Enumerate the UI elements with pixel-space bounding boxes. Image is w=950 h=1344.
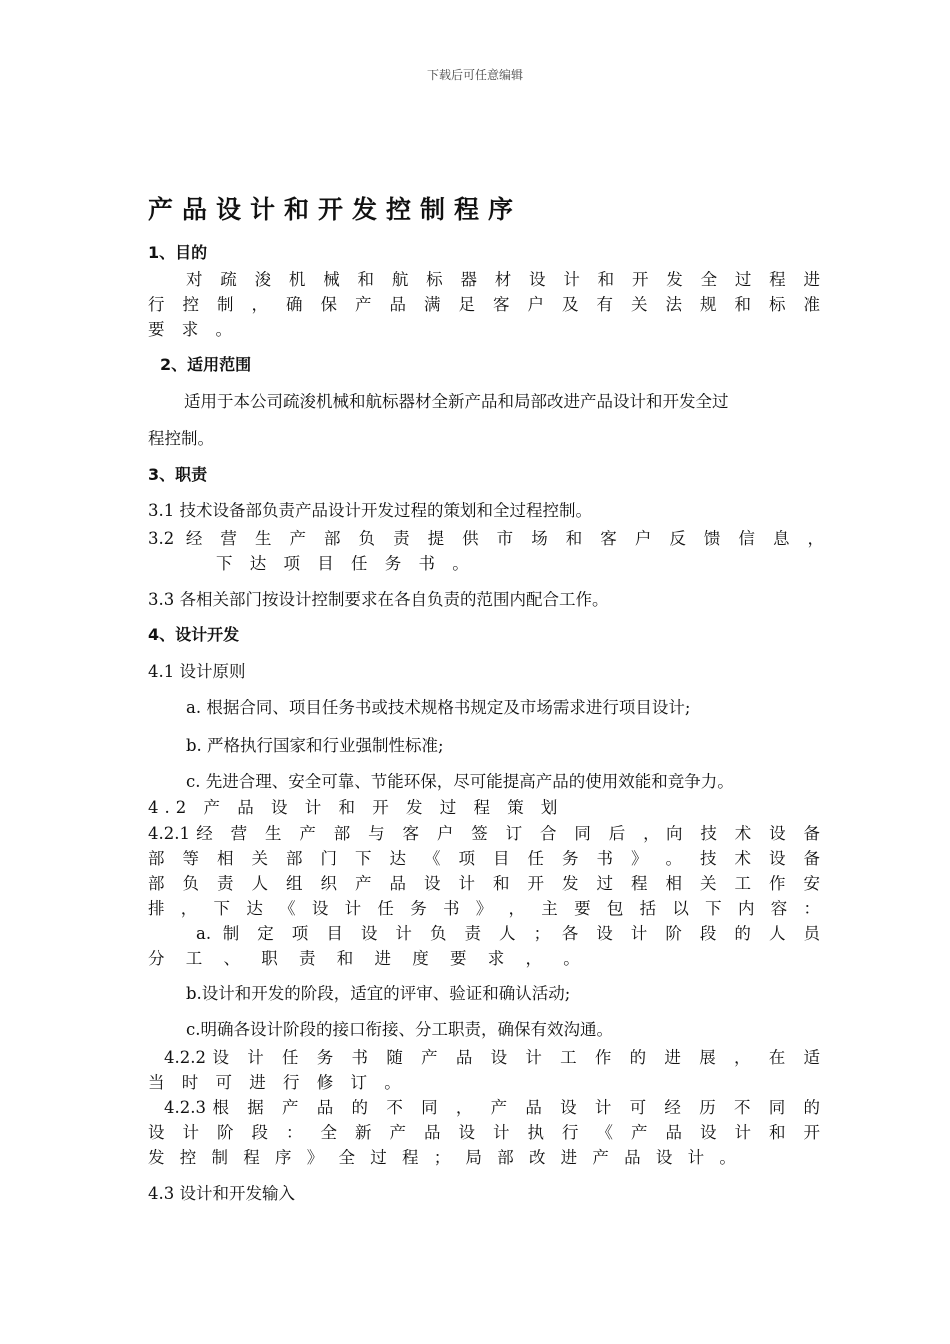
document-title: 产品设计和开发控制程序: [148, 195, 523, 224]
item-4-2-1-a-line-1: a. 制 定 项 目 设 计 负 责 人 ； 各 设 计 阶 段 的 人 员: [196, 924, 820, 943]
item-4-2-1-a-line-2: 分 工 、 职 责 和 进 度 要 求 ， 。: [148, 949, 588, 968]
header-note: 下载后可任意编辑: [426, 68, 523, 82]
principle-b: b. 严格执行国家和行业强制性标准;: [186, 736, 444, 755]
subsection-4-1-title: 4.1 设计原则: [148, 662, 246, 681]
subsection-4-2-title: 4.2 产 品 设 计 和 开 发 过 程 策 划: [148, 798, 564, 817]
item-4-2-1-line-2: 部 等 相 关 部 门 下 达 《 项 目 任 务 书 》 。 技 术 设 备: [148, 849, 820, 868]
section-3-item-3: 3.3 各相关部门按设计控制要求在各自负责的范围内配合工作。: [148, 590, 609, 609]
section-3-item-1: 3.1 技术设备部负责产品设计开发过程的策划和全过程控制。: [148, 501, 592, 520]
section-1-heading: 1、目的: [148, 243, 208, 262]
item-4-2-1-line-3: 部 负 责 人 组 织 产 品 设 计 和 开 发 过 程 相 关 工 作 安: [148, 874, 820, 893]
section-3-item-2-line-2: 下 达 项 目 任 务 书 。: [216, 554, 475, 573]
item-4-2-1-c: c.明确各设计阶段的接口衔接、分工职责，确保有效沟通。: [186, 1020, 613, 1039]
item-4-2-1-b: b.设计和开发的阶段，适宜的评审、验证和确认活动;: [186, 984, 571, 1003]
section-1-line-1: 对 疏 浚 机 械 和 航 标 器 材 设 计 和 开 发 全 过 程 进: [186, 270, 820, 289]
item-4-2-2-line-2: 当 时 可 进 行 修 订 。: [148, 1073, 407, 1092]
section-1-line-3: 要 求 。: [148, 320, 238, 339]
item-4-2-3-line-2: 设 计 阶 段 ： 全 新 产 品 设 计 执 行 《 产 品 设 计 和 开: [148, 1123, 820, 1142]
item-4-2-1-line-4: 排 ， 下 达 《 设 计 任 务 书 》 ， 主 要 包 括 以 下 内 容 ：: [148, 899, 820, 918]
item-4-2-3-line-3: 发 控 制 程 序 》 全 过 程 ； 局 部 改 进 产 品 设 计 。: [148, 1148, 741, 1167]
subsection-4-3-title: 4.3 设计和开发输入: [148, 1184, 295, 1203]
principle-c: c. 先进合理、安全可靠、节能环保，尽可能提高产品的使用效能和竞争力。: [186, 772, 734, 791]
section-4-heading: 4、设计开发: [148, 625, 240, 644]
section-2-line-2: 程控制。: [148, 429, 214, 448]
item-4-2-2-line-1: 4.2.2设 计 任 务 书 随 产 品 设 计 工 作 的 进 展 ， 在 适: [164, 1048, 820, 1067]
item-4-2-1-line-1: 4.2.1经 营 生 产 部 与 客 户 签 订 合 同 后 ，向 技 术 设 备: [148, 824, 820, 843]
item-4-2-3-line-1: 4.2.3根 据 产 品 的 不 同 ， 产 品 设 计 可 经 历 不 同 的: [164, 1098, 820, 1117]
section-2-heading: 2、适用范围: [160, 355, 252, 374]
principle-a: a. 根据合同、项目任务书或技术规格书规定及市场需求进行项目设计;: [186, 698, 691, 717]
section-2-line-1: 适用于本公司疏浚机械和航标器材全新产品和局部改进产品设计和开发全过: [184, 392, 729, 411]
section-3-heading: 3、职责: [148, 465, 208, 484]
section-1-line-2: 行 控 制 ， 确 保 产 品 满 足 客 户 及 有 关 法 规 和 标 准: [148, 295, 820, 314]
section-3-item-2-line-1: 3.2 经 营 生 产 部 负 责 提 供 市 场 和 客 户 反 馈 信 息 ，: [148, 529, 824, 548]
